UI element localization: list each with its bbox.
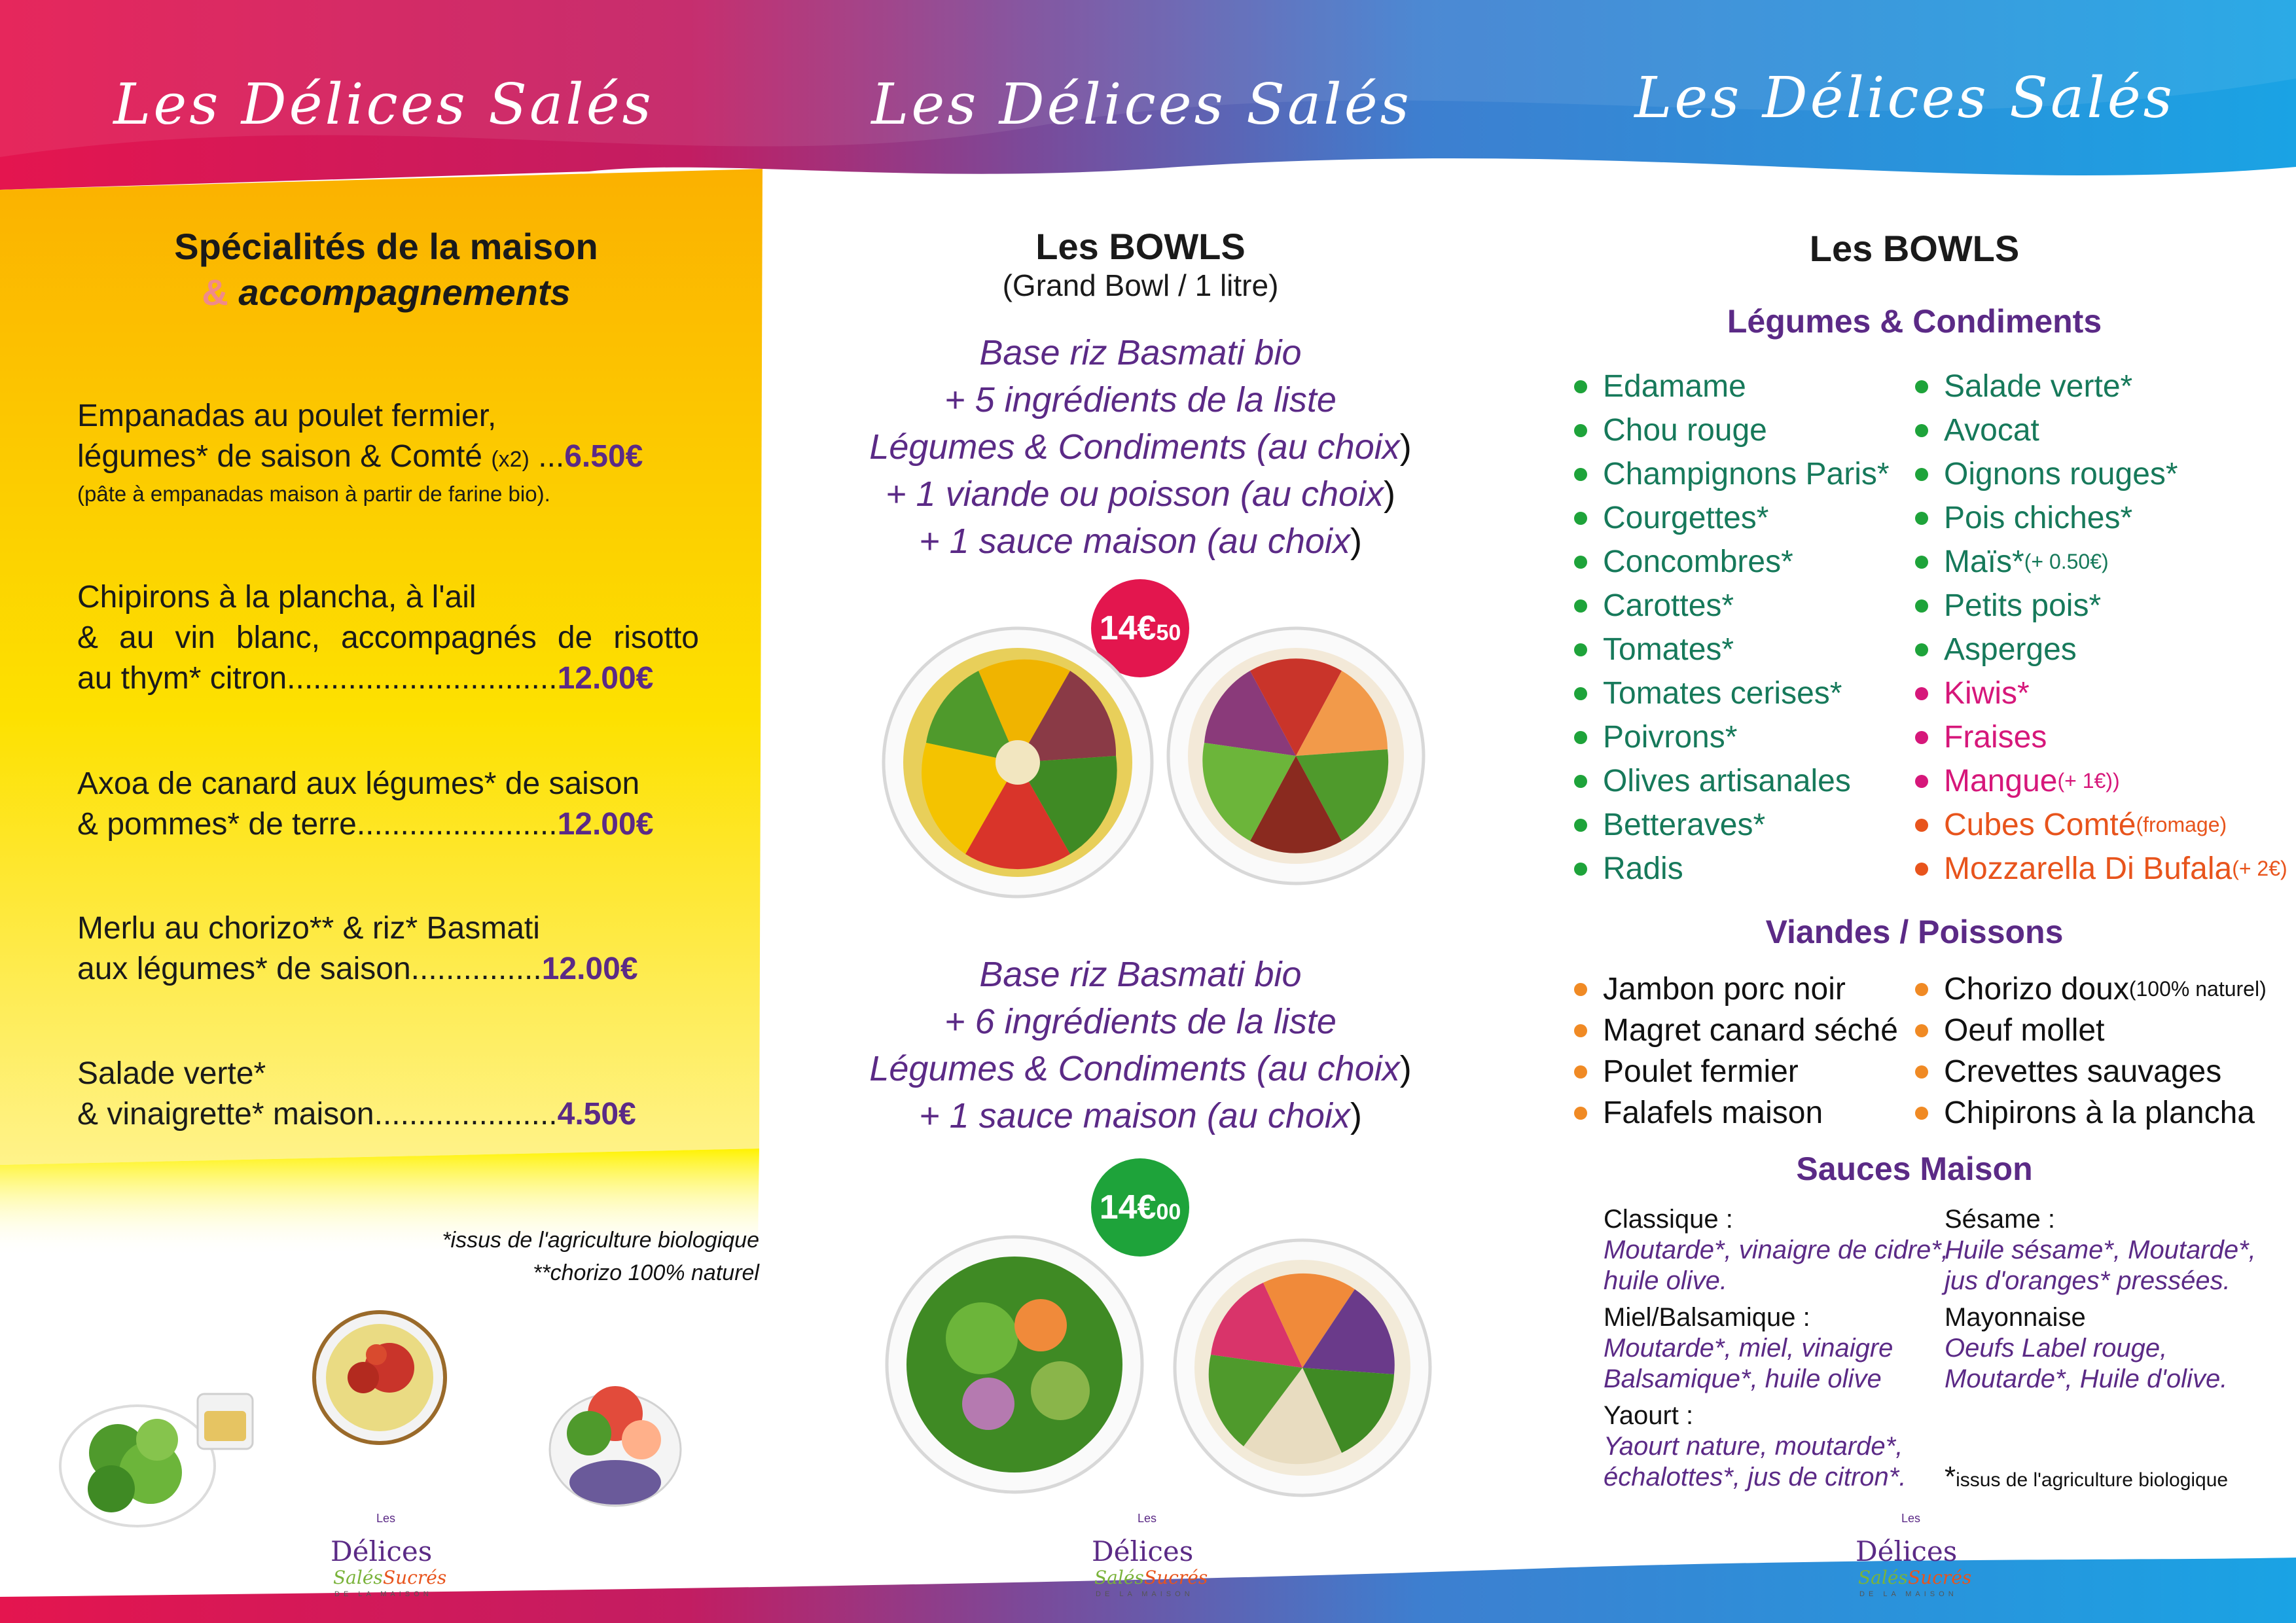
footnote-chorizo: **chorizo 100% naturel [533,1260,759,1285]
title-ampersand: & [202,272,228,313]
formula-text: + 1 sauce maison (au choix [919,1096,1350,1135]
veg-item [1915,452,2287,496]
fruit-item [1915,671,2287,715]
footnote-col1 [327,1224,759,1289]
footnote-star: * [1945,1461,1956,1493]
meat-item [1915,969,2267,1010]
veg-name: Mozzarella Di Bufala [1944,851,2233,886]
bullet [1574,731,1587,744]
veg-item [1574,847,1890,891]
logo-les: Les [1138,1512,1157,1525]
formula-line [769,471,1512,518]
veg-name: Chou rouge [1603,413,1767,448]
sauce-item [1604,1302,1948,1400]
sauce-desc: Moutarde*, vinaigre de cidre*, [1604,1236,1948,1264]
specialites-title-line1: Spécialités de la maison [174,226,598,267]
bullet [1915,512,1928,525]
menu-item-line: Merlu au chorizo** & riz* Basmati [77,911,540,946]
veg-name: Edamame [1603,369,1746,404]
sauce-desc: Huile sésame*, Moutarde*, [1945,1236,2256,1264]
brand-logo [1856,1512,1986,1610]
formula-line [769,423,1512,471]
menu-item-merlu [77,908,699,990]
veg-name: Petits pois* [1944,588,2102,623]
veg-item [1915,584,2287,628]
bullet [1574,468,1587,481]
bullet [1574,983,1587,996]
bullet [1915,731,1928,744]
fruit-item [1915,715,2287,759]
legumes-heading: Légumes & Condiments [1727,303,2102,340]
sauce-desc: échalottes*, jus de citron*. [1604,1463,1907,1491]
veg-item [1574,671,1890,715]
bowl-photo-1a [874,612,1162,913]
veg-name: Mangue [1944,764,2058,798]
veg-name: Courgettes* [1603,501,1769,535]
logo-les: Les [1901,1512,1921,1525]
bullet [1574,819,1587,832]
veg-item [1915,365,2287,408]
formula-line: Base riz Basmati bio [979,955,1302,994]
sauce-desc: Balsamique*, huile olive [1604,1364,1882,1393]
veg-name: Radis [1603,851,1683,886]
veg-name: Tomates* [1603,632,1734,667]
meat-name: Jambon porc noir [1603,972,1846,1007]
bullet [1915,687,1928,700]
sauces-heading: Sauces Maison [1796,1150,2033,1187]
veg-item [1574,365,1890,408]
sauces-right [1945,1204,2256,1395]
menu-item-line: Chipirons à la plancha, à l'ail [77,580,476,615]
veg-name: Concombres* [1603,544,1793,579]
menu-item-text: aux légumes* de saison [77,952,411,986]
sauce-desc: Moutarde*, Huile d'olive. [1945,1364,2228,1393]
menu-item-price: 12.00€ [557,661,654,696]
sauce-desc: Moutarde*, miel, vinaigre [1604,1334,1893,1363]
veg-item [1915,540,2287,584]
menu-item-last-line [77,1094,699,1135]
bowls-header-center [769,225,1512,303]
brand-logo [1092,1512,1223,1610]
bullet [1574,1065,1587,1079]
bullet [1574,1107,1587,1120]
sauce-name: Classique : [1604,1205,1733,1234]
brand-logo [331,1512,461,1610]
menu-item-axoa [77,764,699,845]
price-cents: 00 [1156,1199,1181,1224]
bullet [1574,380,1587,393]
menu-item-price: 12.00€ [557,807,654,842]
formula-text: Légumes & Condiments (au choix [869,427,1400,467]
veg-item [1574,628,1890,671]
sauce-desc: Yaourt nature, moutarde*, [1604,1432,1903,1461]
menu-item-leader: ............... [410,952,542,986]
panel-title-right: Les Délices Salés [1634,65,2175,131]
price-main: 14€ [1099,1188,1157,1226]
logo-delices: Délices [1092,1535,1194,1567]
bullet [1915,775,1928,788]
veg-note: (+ 1€)) [2057,769,2120,793]
bullet [1574,775,1587,788]
close-paren: ) [1350,522,1362,561]
menu-item-last-line [77,437,699,480]
menu-item-text: légumes* de saison & Comté [77,439,492,474]
bowl-formula-2 [769,951,1512,1139]
logo-les: Les [376,1512,396,1525]
logo-sales: Salés [1858,1567,1908,1588]
menu-item-leader: ....................... [356,807,558,842]
veg-name: Pois chiches* [1944,501,2133,535]
veg-name: Asperges [1944,632,2077,667]
meat-name: Poulet fermier [1603,1054,1799,1089]
sauce-name: Miel/Balsamique : [1604,1303,1810,1332]
bowl-photo-1b [1165,612,1440,900]
meat-item [1915,1092,2267,1133]
menu-item-leader: ... [529,439,565,474]
logo-tagline: DE LA MAISON [1096,1590,1194,1598]
veg-list-left [1574,365,1890,891]
meat-item [1915,1051,2267,1092]
veg-name: Maïs* [1944,544,2024,579]
logo-sucres: Sucrés [383,1567,447,1588]
salad-photo [52,1374,262,1531]
close-paren: ) [1399,1049,1412,1088]
formula-line [769,1092,1512,1139]
menu-item-line: Axoa de canard aux légumes* de saison [77,766,640,801]
cheese-item [1915,847,2287,891]
axoa-photo [311,1309,448,1446]
logo-sales: Salés [333,1567,383,1588]
meat-name: Chorizo doux [1944,972,2129,1007]
menu-item-leader: ............................... [287,661,558,696]
menu-item-text: & vinaigrette* maison [77,1097,374,1132]
menu-item-leader: ..................... [374,1097,558,1132]
meat-list-right [1915,969,2267,1133]
veg-item [1915,408,2287,452]
formula-line: + 5 ingrédients de la liste [944,380,1336,419]
meat-name: Magret canard séché [1603,1013,1898,1048]
veg-name: Betteraves* [1603,808,1766,842]
cheese-item [1915,803,2287,847]
sauces-left [1604,1204,1948,1493]
bullet [1915,380,1928,393]
veg-note: (+ 0.50€) [2024,550,2109,573]
veg-note: (+ 2€) [2232,857,2287,880]
formula-line: + 6 ingrédients de la liste [944,1002,1336,1041]
veg-name: Champignons Paris* [1603,457,1890,491]
price-cents: 50 [1156,620,1181,645]
bullet [1915,1024,1928,1037]
veg-item [1915,496,2287,540]
bullet [1915,468,1928,481]
veg-item [1574,759,1890,803]
bullet [1915,599,1928,613]
menu-item-last-line [77,949,699,990]
bowl-photo-2a [877,1227,1152,1502]
veg-name: Avocat [1944,413,2039,448]
veg-item [1574,803,1890,847]
bullet [1915,643,1928,656]
meat-name: Chipirons à la plancha [1944,1096,2255,1130]
sauce-item [1945,1302,2256,1395]
sauce-desc: huile olive. [1604,1266,1728,1295]
veg-name: Tomates cerises* [1603,676,1842,711]
meat-item [1574,1010,1898,1051]
menu-item-empanadas [77,396,699,508]
menu-item-last-line [77,804,699,845]
bullet [1574,643,1587,656]
bullet [1574,687,1587,700]
footnote-col3 [1945,1461,2228,1493]
bullet [1574,424,1587,437]
veg-name: Carottes* [1603,588,1734,623]
menu-item-last-line [77,658,699,699]
formula-text: + 1 sauce maison (au choix [919,522,1350,561]
menu-item-text: au thym* citron [77,661,287,696]
bullet [1915,863,1928,876]
bullet [1915,556,1928,569]
viandes-heading: Viandes / Poissons [1765,914,2064,950]
veg-list-right [1915,365,2287,891]
bowl-formula-1 [769,329,1512,565]
veg-item [1574,452,1890,496]
bullet [1574,556,1587,569]
footnote-bio: *issus de l'agriculture biologique [442,1228,759,1253]
formula-line [769,1045,1512,1092]
sauce-item [1945,1204,2256,1302]
veg-item [1574,408,1890,452]
bullet [1915,424,1928,437]
veg-item [1915,628,2287,671]
logo-sucres: Sucrés [1144,1567,1208,1588]
sauce-item [1604,1204,1948,1302]
veg-name: Cubes Comté [1944,808,2136,842]
veg-name: Salade verte* [1944,369,2133,404]
bullet [1574,599,1587,613]
logo-tagline: DE LA MAISON [1859,1590,1958,1598]
meat-note: (100% naturel) [2128,977,2267,1001]
sauce-item [1604,1400,1948,1493]
meat-name: Crevettes sauvages [1944,1054,2222,1089]
meat-item [1574,1051,1898,1092]
meat-item [1574,969,1898,1010]
menu-item-price: 4.50€ [557,1097,636,1132]
menu-item-line: Empanadas au poulet fermier, [77,399,497,433]
footnote-text: issus de l'agriculture biologique [1956,1469,2229,1491]
menu-item-line: & au vin blanc, accompagnés de risotto [77,620,699,655]
chipirons-photo [543,1361,687,1512]
sauce-name: Sésame : [1945,1205,2055,1234]
veg-note: (fromage) [2136,813,2227,836]
menu-item-note: (pâte à empanadas maison à partir de farine bio). [77,482,550,506]
veg-name: Kiwis* [1944,676,2030,711]
menu-item-text: & pommes* de terre [77,807,357,842]
sauce-desc: Oeufs Label rouge, [1945,1334,2168,1363]
close-paren: ) [1399,427,1412,467]
fruit-item [1915,759,2287,803]
bowls-title: Les BOWLS [1035,226,1246,267]
veg-name: Fraises [1944,720,2047,755]
menu-item-price: 12.00€ [541,952,638,986]
meat-list-left [1574,969,1898,1133]
meat-item [1915,1010,2267,1051]
meat-name: Oeuf mollet [1944,1013,2105,1048]
meat-name: Falafels maison [1603,1096,1823,1130]
formula-text: Légumes & Condiments (au choix [869,1049,1400,1088]
veg-name: Oignons rouges* [1944,457,2178,491]
veg-item [1574,540,1890,584]
veg-item [1574,715,1890,759]
bullet [1574,1024,1587,1037]
menu-item-qty: (x2) [491,447,529,472]
veg-name: Olives artisanales [1603,764,1851,798]
panel-title-left: Les Délices Salés [113,72,654,137]
bowl-photo-2b [1165,1230,1440,1505]
menu-item-line: Salade verte* [77,1056,266,1091]
logo-tagline: DE LA MAISON [334,1590,433,1598]
menu-item-salade [77,1054,699,1135]
sauce-name: Yaourt : [1604,1401,1694,1430]
logo-sucres: Sucrés [1908,1567,1972,1588]
sauce-desc: jus d'oranges* pressées. [1945,1266,2231,1295]
veg-item [1574,584,1890,628]
bullet [1574,512,1587,525]
menu-item-price: 6.50€ [564,439,643,474]
close-paren: ) [1350,1096,1362,1135]
sauce-name: Mayonnaise [1945,1303,2086,1332]
formula-line: Base riz Basmati bio [979,333,1302,372]
panel-title-center: Les Délices Salés [871,72,1412,137]
logo-delices: Délices [331,1535,433,1567]
formula-line [769,518,1512,565]
bullet [1915,1107,1928,1120]
specialites-title-line2 [79,270,694,315]
specialites-title [79,224,694,315]
close-paren: ) [1384,474,1395,514]
bowls-subtitle: (Grand Bowl / 1 litre) [1002,268,1279,302]
formula-text: + 1 viande ou poisson (au choix [886,474,1384,514]
bullet [1574,863,1587,876]
title-accompagnements: accompagnements [238,272,571,313]
bullet [1915,983,1928,996]
veg-item [1574,496,1890,540]
meat-item [1574,1092,1898,1133]
bullet [1915,819,1928,832]
bullet [1915,1065,1928,1079]
logo-delices: Délices [1856,1535,1958,1567]
bowls-title-right: Les BOWLS [1809,228,2020,269]
menu-item-chipirons [77,577,699,699]
veg-name: Poivrons* [1603,720,1738,755]
price-main: 14€ [1099,609,1157,647]
logo-sales: Salés [1094,1567,1144,1588]
